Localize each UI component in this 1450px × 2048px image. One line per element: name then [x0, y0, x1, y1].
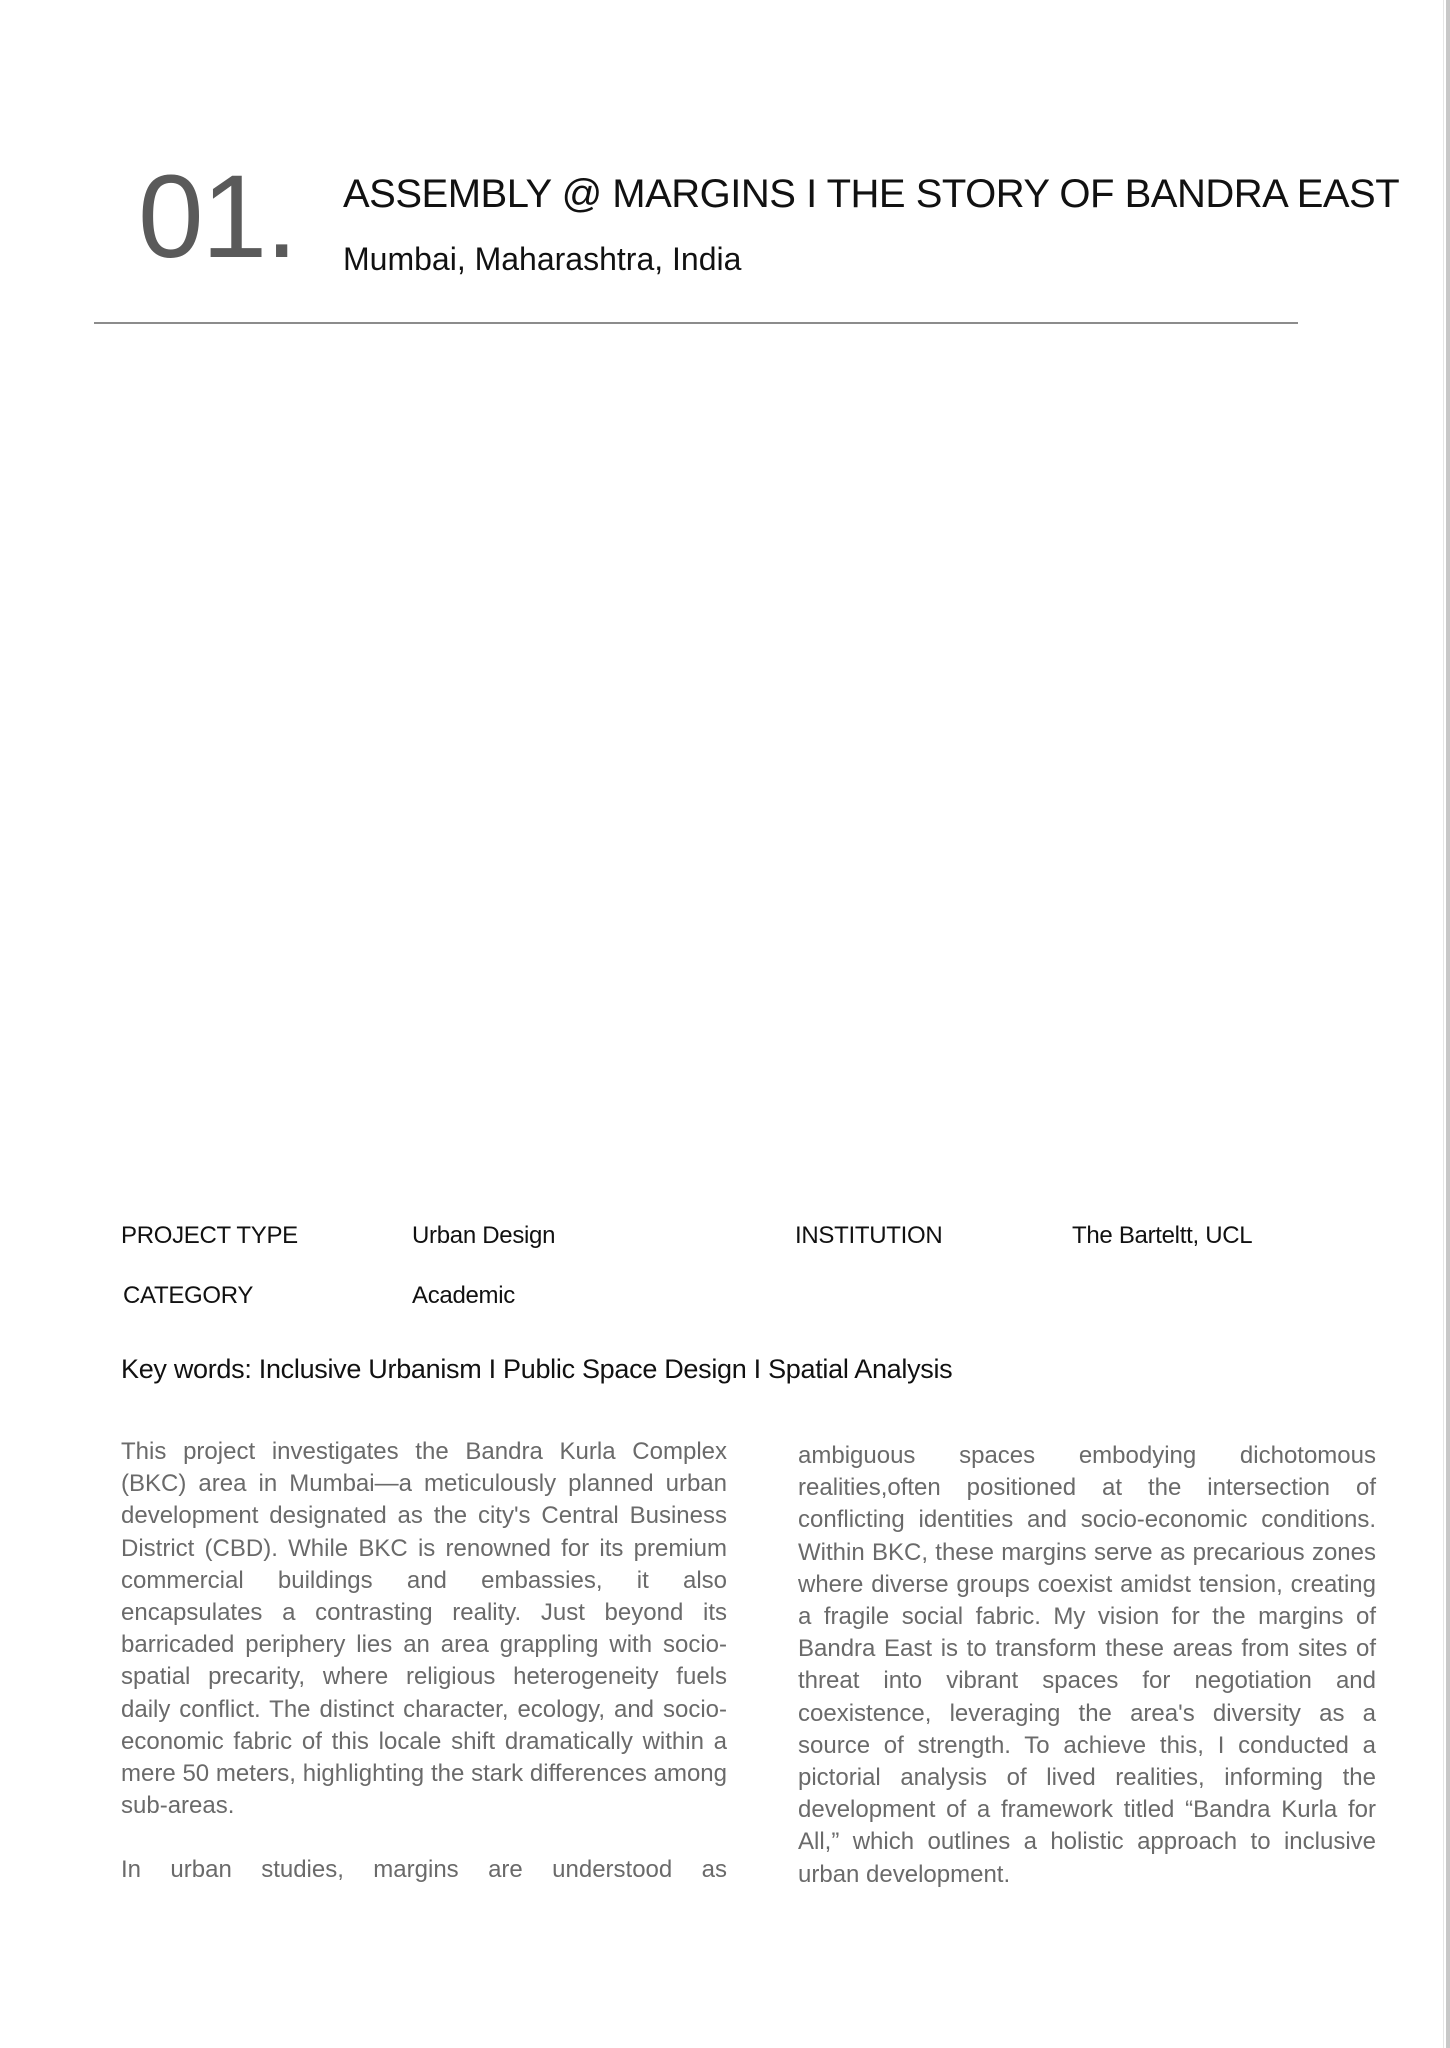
category-value: Academic [412, 1282, 515, 1309]
body-paragraph: In urban studies, margins are understood as [121, 1856, 727, 1884]
header-divider [94, 322, 1298, 324]
page-edge-shadow [1443, 0, 1444, 2048]
institution-value: The Barteltt, UCL [1072, 1222, 1253, 1249]
project-location: Mumbai, Maharashtra, India [343, 241, 742, 277]
image-placeholder [94, 330, 1298, 1190]
project-type-value: Urban Design [412, 1222, 556, 1249]
body-column-right [798, 1440, 1376, 1891]
body-paragraph: ambiguous spaces embodying dichotomous realities,often positioned at the intersection of conflicting identities and socio-economic conditions. Within BKC, these margins serve as precarious zones where diverse groups coexist amidst tension, creating a fragile social fabric. My vision for the margins of Bandra East is to transform these areas from sites of threat into vibrant spaces for negotiation and coexistence, leveraging the area's diversity as a source of strength. To achieve this, I conducted a pictorial analysis of lived realities, informing the development of a framework titled “Bandra Kurla for All,” which outlines a holistic approach to inclusive urban development. [798, 1442, 1376, 1888]
project-title: ASSEMBLY @ MARGINS I THE STORY OF BANDRA EAST [343, 172, 1400, 216]
category-label: CATEGORY [123, 1282, 254, 1309]
page-edge [1446, 0, 1450, 2048]
keywords: Key words: Inclusive Urbanism I Public Space Design I Spatial Analysis [121, 1354, 953, 1384]
body-column-left [121, 1436, 727, 1887]
institution-label: INSTITUTION [795, 1222, 943, 1249]
project-type-label: PROJECT TYPE [121, 1222, 298, 1249]
body-paragraph: This project investigates the Bandra Kurla Complex (BKC) area in Mumbai—a meticulously planned urban development designated as the city's Central Business District (CBD). While BKC is renowned for its premium commercial buildings and embassies, it also encapsulates a contrasting reality. Just beyond its barricaded periphery lies an area grappling with socio-spatial precarity, where religious heterogeneity fuels daily conflict. The distinct character, ecology, and socio-economic fabric of this locale shift dramatically within a mere 50 meters, highlighting the stark differences among sub-areas. [121, 1438, 727, 1820]
project-number: 01. [138, 151, 297, 283]
